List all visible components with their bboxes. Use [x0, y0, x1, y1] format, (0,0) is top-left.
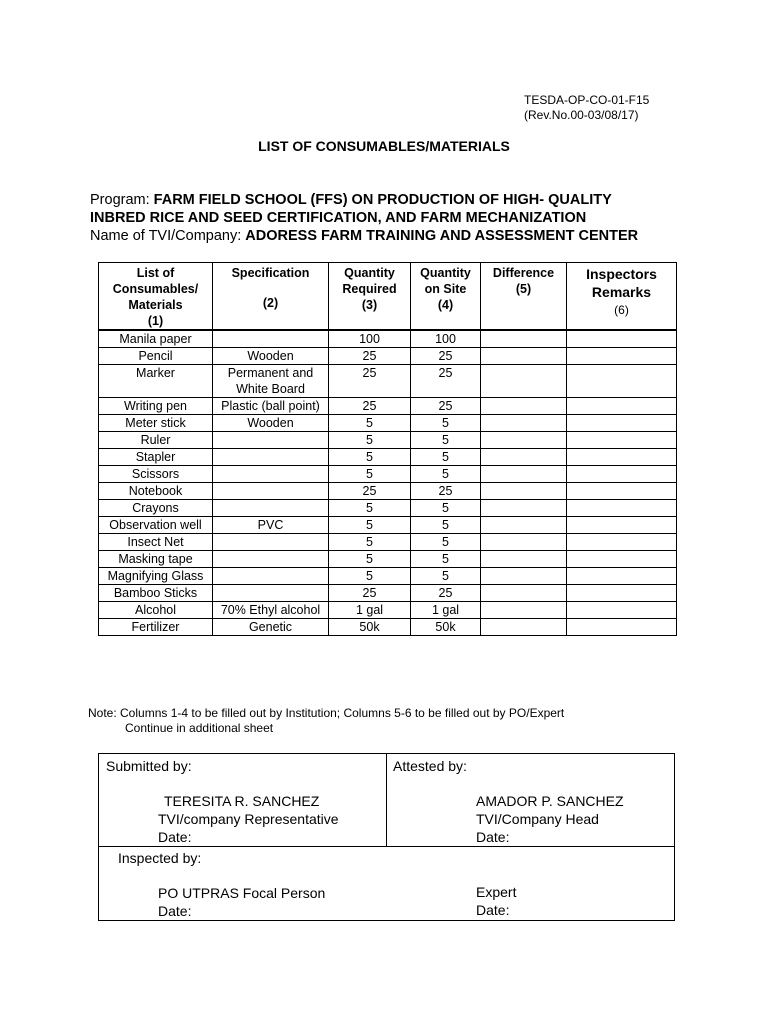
inspected-by-label: Inspected by:	[118, 850, 202, 866]
table-row	[99, 619, 677, 636]
table-row	[99, 365, 677, 398]
cell-item: Ruler	[99, 432, 213, 449]
cell-specification	[213, 449, 329, 466]
revision-number: (Rev.No.00-03/08/17)	[524, 108, 639, 122]
document-title: LIST OF CONSUMABLES/MATERIALS	[258, 138, 510, 154]
cell-item: Observation well	[99, 517, 213, 534]
cell-difference	[481, 517, 567, 534]
inspector-expert: Expert	[476, 884, 517, 900]
cell-quantity-on-site: 5	[411, 432, 481, 449]
cell-quantity-on-site: 5	[411, 466, 481, 483]
program-value-1: FARM FIELD SCHOOL (FFS) ON PRODUCTION OF HIGH- QUALITY	[153, 192, 612, 208]
cell-quantity-on-site: 100	[411, 330, 481, 348]
cell-specification	[213, 585, 329, 602]
cell-remarks	[567, 449, 677, 466]
cell-remarks	[567, 466, 677, 483]
cell-quantity-on-site: 25	[411, 483, 481, 500]
attested-by-label: Attested by:	[393, 758, 467, 774]
attested-by-name: AMADOR P. SANCHEZ	[476, 793, 624, 809]
cell-quantity-on-site: 5	[411, 534, 481, 551]
inspector-focal-person: PO UTPRAS Focal Person	[158, 885, 326, 901]
form-code: TESDA-OP-CO-01-F15	[524, 93, 650, 107]
cell-specification: 70% Ethyl alcohol	[213, 602, 329, 619]
cell-specification	[213, 330, 329, 348]
cell-difference	[481, 365, 567, 398]
cell-difference	[481, 585, 567, 602]
table-row	[99, 348, 677, 365]
cell-difference	[481, 398, 567, 415]
cell-item: Scissors	[99, 466, 213, 483]
cell-quantity-on-site: 5	[411, 449, 481, 466]
cell-quantity-on-site: 50k	[411, 619, 481, 636]
table-row	[99, 585, 677, 602]
cell-remarks	[567, 398, 677, 415]
cell-item: Bamboo Sticks	[99, 585, 213, 602]
cell-item: Marker	[99, 365, 213, 398]
cell-quantity-on-site: 25	[411, 365, 481, 398]
attested-by-role: TVI/Company Head	[476, 811, 599, 827]
cell-quantity-required: 25	[329, 585, 411, 602]
table-row	[99, 330, 677, 348]
submitted-by-date: Date:	[158, 829, 192, 845]
cell-specification	[213, 483, 329, 500]
header-quantity-on-site: Quantity on Site (4)	[411, 263, 481, 331]
cell-remarks	[567, 517, 677, 534]
cell-difference	[481, 449, 567, 466]
header-quantity-required: Quantity Required (3)	[329, 263, 411, 331]
table-row	[99, 483, 677, 500]
cell-difference	[481, 602, 567, 619]
cell-item: Masking tape	[99, 551, 213, 568]
cell-remarks	[567, 415, 677, 432]
cell-item: Manila paper	[99, 330, 213, 348]
cell-specification: Genetic	[213, 619, 329, 636]
cell-remarks	[567, 534, 677, 551]
note-line-2: Continue in additional sheet	[125, 721, 274, 735]
program-line-2	[90, 209, 750, 227]
consumables-table	[98, 262, 677, 636]
table-row	[99, 415, 677, 432]
cell-item: Pencil	[99, 348, 213, 365]
table-row	[99, 466, 677, 483]
cell-quantity-required: 5	[329, 500, 411, 517]
cell-quantity-required: 5	[329, 568, 411, 585]
cell-quantity-on-site: 25	[411, 398, 481, 415]
cell-difference	[481, 466, 567, 483]
cell-quantity-required: 5	[329, 534, 411, 551]
table-row	[99, 534, 677, 551]
cell-quantity-required: 25	[329, 348, 411, 365]
cell-item: Meter stick	[99, 415, 213, 432]
table-row	[99, 602, 677, 619]
inspector-expert-date: Date:	[476, 902, 510, 918]
cell-remarks	[567, 568, 677, 585]
table-header-row	[99, 263, 677, 331]
submitted-by-role: TVI/company Representative	[158, 811, 339, 827]
cell-difference	[481, 483, 567, 500]
program-block	[90, 191, 750, 245]
cell-specification	[213, 551, 329, 568]
table-row	[99, 449, 677, 466]
cell-specification: Wooden	[213, 415, 329, 432]
cell-item: Notebook	[99, 483, 213, 500]
submitted-by-name: TERESITA R. SANCHEZ	[164, 793, 320, 809]
cell-quantity-required: 5	[329, 449, 411, 466]
cell-quantity-on-site: 5	[411, 568, 481, 585]
cell-remarks	[567, 365, 677, 398]
cell-quantity-required: 5	[329, 432, 411, 449]
table-row	[99, 500, 677, 517]
cell-quantity-required: 5	[329, 551, 411, 568]
cell-quantity-on-site: 5	[411, 500, 481, 517]
cell-quantity-required: 25	[329, 398, 411, 415]
form-code-block	[524, 93, 649, 123]
cell-quantity-required: 25	[329, 483, 411, 500]
tvi-label: Name of TVI/Company:	[90, 228, 246, 244]
cell-difference	[481, 432, 567, 449]
cell-difference	[481, 534, 567, 551]
program-line	[90, 191, 750, 209]
cell-specification	[213, 568, 329, 585]
signature-divider-horizontal	[99, 846, 674, 847]
table-row	[99, 517, 677, 534]
cell-remarks	[567, 619, 677, 636]
cell-remarks	[567, 500, 677, 517]
cell-quantity-on-site: 25	[411, 585, 481, 602]
cell-difference	[481, 551, 567, 568]
header-list: List of Consumables/ Materials (1)	[99, 263, 213, 331]
cell-quantity-on-site: 1 gal	[411, 602, 481, 619]
cell-remarks	[567, 585, 677, 602]
cell-difference	[481, 330, 567, 348]
cell-remarks	[567, 602, 677, 619]
table-row	[99, 551, 677, 568]
table-row	[99, 432, 677, 449]
program-label: Program:	[90, 192, 154, 208]
cell-difference	[481, 348, 567, 365]
header-inspectors-remarks: Inspectors Remarks (6)	[567, 263, 677, 331]
cell-item: Stapler	[99, 449, 213, 466]
cell-item: Insect Net	[99, 534, 213, 551]
attested-by-date: Date:	[476, 829, 510, 845]
cell-item: Fertilizer	[99, 619, 213, 636]
cell-specification: PVC	[213, 517, 329, 534]
header-difference: Difference (5)	[481, 263, 567, 331]
cell-quantity-on-site: 5	[411, 415, 481, 432]
header-specification: Specification (2)	[213, 263, 329, 331]
cell-quantity-required: 25	[329, 365, 411, 398]
cell-quantity-required: 5	[329, 466, 411, 483]
program-value-2: INBRED RICE AND SEED CERTIFICATION, AND FARM MECHANIZATION	[90, 210, 587, 226]
cell-item: Crayons	[99, 500, 213, 517]
cell-item: Writing pen	[99, 398, 213, 415]
cell-specification	[213, 432, 329, 449]
cell-quantity-required: 5	[329, 415, 411, 432]
cell-remarks	[567, 432, 677, 449]
cell-specification	[213, 500, 329, 517]
cell-remarks	[567, 551, 677, 568]
cell-specification: Plastic (ball point)	[213, 398, 329, 415]
cell-remarks	[567, 330, 677, 348]
cell-difference	[481, 568, 567, 585]
table-body	[99, 330, 677, 636]
cell-specification: Permanent and White Board	[213, 365, 329, 398]
cell-item: Alcohol	[99, 602, 213, 619]
cell-quantity-on-site: 25	[411, 348, 481, 365]
cell-quantity-required: 5	[329, 517, 411, 534]
table-row	[99, 568, 677, 585]
cell-specification	[213, 534, 329, 551]
cell-quantity-on-site: 5	[411, 551, 481, 568]
inspector-focal-date: Date:	[158, 903, 192, 919]
tvi-value: ADORESS FARM TRAINING AND ASSESSMENT CENTER	[245, 228, 639, 244]
cell-quantity-on-site: 5	[411, 517, 481, 534]
signature-divider-vertical	[386, 754, 387, 846]
cell-quantity-required: 1 gal	[329, 602, 411, 619]
cell-remarks	[567, 348, 677, 365]
cell-item: Magnifying Glass	[99, 568, 213, 585]
cell-specification: Wooden	[213, 348, 329, 365]
cell-difference	[481, 619, 567, 636]
note-block	[88, 706, 564, 736]
cell-quantity-required: 100	[329, 330, 411, 348]
cell-difference	[481, 500, 567, 517]
note-line-1: Note: Columns 1-4 to be filled out by Institution; Columns 5-6 to be filled out by PO/Expert	[88, 706, 565, 720]
table-row	[99, 398, 677, 415]
cell-specification	[213, 466, 329, 483]
submitted-by-label: Submitted by:	[106, 758, 192, 774]
cell-remarks	[567, 483, 677, 500]
cell-quantity-required: 50k	[329, 619, 411, 636]
signature-box	[98, 753, 675, 921]
tvi-line	[90, 227, 750, 245]
cell-difference	[481, 415, 567, 432]
